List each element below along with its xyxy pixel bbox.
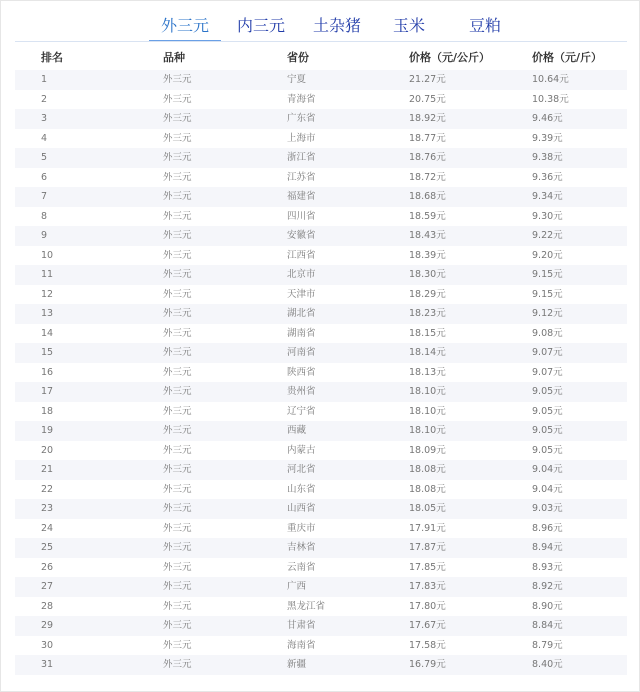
header-province: 省份 [287,51,309,64]
cell-province: 甘肃省 [287,616,409,636]
cell-province: 上海市 [287,129,409,149]
header-price-per-jin: 价格（元/斤） [532,51,603,64]
cell-price-per-kg: 18.14元 [409,343,532,363]
cell-price-per-jin: 9.39元 [532,129,627,149]
cell-price-per-jin: 9.46元 [532,109,627,129]
tab-nei-san-yuan[interactable]: 内三元 [236,16,285,35]
cell-province: 贵州省 [287,382,409,402]
cell-breed: 外三元 [163,187,287,207]
cell-price-per-kg: 18.13元 [409,363,532,383]
table-row [15,70,627,90]
cell-rank: 18 [15,402,163,422]
cell-province: 四川省 [287,207,409,227]
cell-price-per-jin: 10.64元 [532,70,627,90]
cell-price-per-jin: 9.05元 [532,382,627,402]
cell-province: 海南省 [287,636,409,656]
cell-breed: 外三元 [163,207,287,227]
cell-province: 重庆市 [287,519,409,539]
cell-price-per-jin: 9.34元 [532,187,627,207]
cell-province: 新疆 [287,655,409,675]
cell-rank: 9 [15,226,163,246]
table-row [15,129,627,149]
cell-province: 湖北省 [287,304,409,324]
cell-price-per-kg: 18.77元 [409,129,532,149]
cell-price-per-jin: 8.79元 [532,636,627,656]
table-row [15,207,627,227]
table-row [15,577,627,597]
cell-rank: 24 [15,519,163,539]
cell-province: 江西省 [287,246,409,266]
table-row [15,246,627,266]
cell-province: 广东省 [287,109,409,129]
cell-price-per-kg: 18.30元 [409,265,532,285]
cell-breed: 外三元 [163,109,287,129]
cell-breed: 外三元 [163,246,287,266]
cell-price-per-kg: 18.68元 [409,187,532,207]
cell-breed: 外三元 [163,460,287,480]
header-rank: 排名 [41,51,63,64]
cell-price-per-kg: 18.76元 [409,148,532,168]
cell-rank: 5 [15,148,163,168]
table-row [15,285,627,305]
cell-price-per-jin: 8.92元 [532,577,627,597]
cell-breed: 外三元 [163,577,287,597]
table-row [15,168,627,188]
cell-price-per-kg: 17.87元 [409,538,532,558]
cell-price-per-kg: 17.58元 [409,636,532,656]
table-row [15,636,627,656]
cell-breed: 外三元 [163,70,287,90]
table-row [15,226,627,246]
table-row [15,597,627,617]
cell-breed: 外三元 [163,129,287,149]
cell-price-per-kg: 18.05元 [409,499,532,519]
cell-price-per-kg: 18.10元 [409,402,532,422]
table-body [15,70,627,675]
cell-price-per-jin: 9.36元 [532,168,627,188]
cell-province: 青海省 [287,90,409,110]
cell-breed: 外三元 [163,285,287,305]
cell-rank: 26 [15,558,163,578]
cell-price-per-jin: 8.90元 [532,597,627,617]
tab-bar-divider [15,41,627,42]
cell-rank: 22 [15,480,163,500]
cell-breed: 外三元 [163,558,287,578]
cell-rank: 30 [15,636,163,656]
cell-province: 河南省 [287,343,409,363]
cell-breed: 外三元 [163,382,287,402]
cell-price-per-jin: 9.22元 [532,226,627,246]
cell-rank: 17 [15,382,163,402]
cell-province: 北京市 [287,265,409,285]
cell-price-per-jin: 9.05元 [532,421,627,441]
cell-rank: 23 [15,499,163,519]
cell-price-per-kg: 18.23元 [409,304,532,324]
cell-price-per-kg: 18.08元 [409,460,532,480]
cell-rank: 11 [15,265,163,285]
cell-province: 辽宁省 [287,402,409,422]
table-row [15,421,627,441]
table-row [15,343,627,363]
cell-breed: 外三元 [163,324,287,344]
cell-price-per-kg: 17.91元 [409,519,532,539]
cell-price-per-kg: 17.83元 [409,577,532,597]
tab-tu-za-zhu[interactable]: 土杂猪 [312,16,361,35]
cell-rank: 8 [15,207,163,227]
tab-wai-san-yuan[interactable]: 外三元 [160,16,209,35]
cell-province: 天津市 [287,285,409,305]
cell-price-per-kg: 18.10元 [409,421,532,441]
table-row [15,363,627,383]
table-row [15,480,627,500]
cell-rank: 31 [15,655,163,675]
table-row [15,90,627,110]
cell-price-per-jin: 9.05元 [532,402,627,422]
table-row [15,265,627,285]
table-row [15,558,627,578]
cell-price-per-jin: 9.07元 [532,343,627,363]
cell-breed: 外三元 [163,499,287,519]
cell-rank: 4 [15,129,163,149]
tab-dou-po[interactable]: 豆粕 [468,16,501,35]
cell-province: 湖南省 [287,324,409,344]
cell-price-per-jin: 8.84元 [532,616,627,636]
cell-rank: 27 [15,577,163,597]
cell-price-per-jin: 9.08元 [532,324,627,344]
cell-rank: 14 [15,324,163,344]
cell-province: 宁夏 [287,70,409,90]
cell-breed: 外三元 [163,538,287,558]
cell-rank: 21 [15,460,163,480]
cell-breed: 外三元 [163,597,287,617]
table-row [15,538,627,558]
cell-rank: 20 [15,441,163,461]
cell-price-per-jin: 9.04元 [532,460,627,480]
cell-price-per-jin: 8.93元 [532,558,627,578]
cell-breed: 外三元 [163,343,287,363]
cell-province: 浙江省 [287,148,409,168]
cell-price-per-kg: 18.39元 [409,246,532,266]
cell-province: 山西省 [287,499,409,519]
cell-breed: 外三元 [163,265,287,285]
cell-rank: 7 [15,187,163,207]
table-row [15,499,627,519]
cell-price-per-jin: 8.40元 [532,655,627,675]
table-row [15,519,627,539]
cell-price-per-jin: 8.96元 [532,519,627,539]
cell-price-per-jin: 9.15元 [532,285,627,305]
table-row [15,304,627,324]
cell-rank: 28 [15,597,163,617]
table-row [15,187,627,207]
cell-price-per-jin: 9.03元 [532,499,627,519]
cell-price-per-kg: 18.10元 [409,382,532,402]
table-row [15,109,627,129]
cell-price-per-kg: 18.08元 [409,480,532,500]
cell-province: 安徽省 [287,226,409,246]
cell-rank: 25 [15,538,163,558]
cell-breed: 外三元 [163,636,287,656]
cell-breed: 外三元 [163,90,287,110]
cell-province: 广西 [287,577,409,597]
cell-rank: 6 [15,168,163,188]
table-row [15,655,627,675]
cell-price-per-jin: 9.07元 [532,363,627,383]
table-row [15,402,627,422]
cell-breed: 外三元 [163,441,287,461]
cell-rank: 2 [15,90,163,110]
cell-price-per-kg: 17.67元 [409,616,532,636]
table-row [15,441,627,461]
cell-breed: 外三元 [163,519,287,539]
cell-rank: 3 [15,109,163,129]
cell-price-per-jin: 9.20元 [532,246,627,266]
cell-price-per-jin: 9.04元 [532,480,627,500]
cell-breed: 外三元 [163,616,287,636]
table-row [15,324,627,344]
cell-price-per-jin: 9.38元 [532,148,627,168]
cell-price-per-kg: 18.43元 [409,226,532,246]
cell-price-per-kg: 16.79元 [409,655,532,675]
cell-rank: 29 [15,616,163,636]
cell-price-per-kg: 17.80元 [409,597,532,617]
cell-breed: 外三元 [163,304,287,324]
cell-price-per-kg: 18.59元 [409,207,532,227]
cell-rank: 16 [15,363,163,383]
cell-rank: 1 [15,70,163,90]
cell-price-per-jin: 8.94元 [532,538,627,558]
cell-breed: 外三元 [163,226,287,246]
cell-province: 福建省 [287,187,409,207]
cell-price-per-kg: 18.15元 [409,324,532,344]
cell-breed: 外三元 [163,655,287,675]
cell-province: 山东省 [287,480,409,500]
price-table [15,45,627,675]
cell-province: 陕西省 [287,363,409,383]
cell-rank: 15 [15,343,163,363]
cell-price-per-kg: 18.72元 [409,168,532,188]
cell-breed: 外三元 [163,168,287,188]
table-header-row [15,45,627,70]
tab-bar [1,1,640,41]
cell-rank: 19 [15,421,163,441]
cell-price-per-kg: 20.75元 [409,90,532,110]
table-row [15,460,627,480]
cell-rank: 12 [15,285,163,305]
cell-price-per-jin: 9.12元 [532,304,627,324]
cell-breed: 外三元 [163,363,287,383]
cell-price-per-kg: 21.27元 [409,70,532,90]
cell-rank: 10 [15,246,163,266]
cell-province: 江苏省 [287,168,409,188]
tab-yu-mi[interactable]: 玉米 [392,16,425,35]
cell-price-per-jin: 10.38元 [532,90,627,110]
cell-province: 河北省 [287,460,409,480]
header-breed: 品种 [163,51,185,64]
cell-breed: 外三元 [163,480,287,500]
cell-price-per-jin: 9.30元 [532,207,627,227]
cell-rank: 13 [15,304,163,324]
header-price-per-kg: 价格（元/公斤） [409,51,491,64]
table-row [15,616,627,636]
cell-price-per-kg: 18.92元 [409,109,532,129]
cell-price-per-kg: 18.29元 [409,285,532,305]
cell-province: 西藏 [287,421,409,441]
cell-province: 黑龙江省 [287,597,409,617]
cell-province: 吉林省 [287,538,409,558]
cell-price-per-jin: 9.15元 [532,265,627,285]
cell-province: 云南省 [287,558,409,578]
cell-breed: 外三元 [163,421,287,441]
cell-price-per-kg: 18.09元 [409,441,532,461]
cell-breed: 外三元 [163,402,287,422]
table-row [15,148,627,168]
cell-breed: 外三元 [163,148,287,168]
cell-province: 内蒙古 [287,441,409,461]
table-row [15,382,627,402]
cell-price-per-jin: 9.05元 [532,441,627,461]
cell-price-per-kg: 17.85元 [409,558,532,578]
